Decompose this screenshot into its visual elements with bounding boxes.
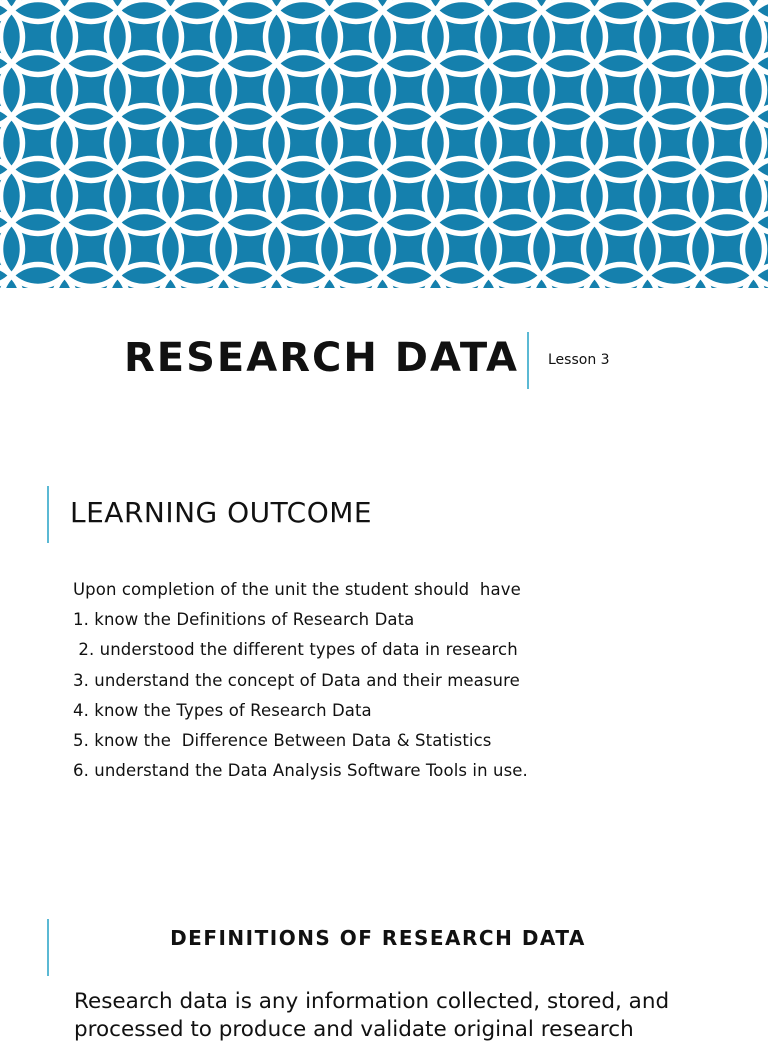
section-accent-bar: [47, 486, 49, 543]
outcome-item: 2. understood the different types of data in research: [73, 640, 518, 660]
slide-subtitle: Lesson 3: [548, 352, 610, 368]
learning-outcome-heading: LEARNING OUTCOME: [70, 496, 373, 529]
outcome-intro: Upon completion of the unit the student should have: [73, 580, 521, 599]
interlocking-circles-pattern: [0, 0, 768, 288]
outcome-item: 5. know the Difference Between Data & Statistics: [73, 731, 492, 751]
outcome-item: 4. know the Types of Research Data: [73, 700, 372, 720]
definition-text: Research data is any information collected, stored, and processed to produce and validate original research: [74, 989, 670, 1042]
outcome-item: 6. understand the Data Analysis Software Tools in use.: [73, 761, 528, 781]
slide-title: RESEARCH DATA: [124, 335, 519, 381]
decorative-pattern-banner: [0, 0, 768, 288]
title-divider: [527, 332, 529, 389]
definitions-heading: DEFINITIONS OF RESEARCH DATA: [170, 926, 586, 950]
learning-outcome-list: [73, 575, 528, 786]
outcome-item: 1. know the Definitions of Research Data: [73, 610, 415, 630]
outcome-item: 3. understand the concept of Data and their measure: [73, 670, 520, 690]
